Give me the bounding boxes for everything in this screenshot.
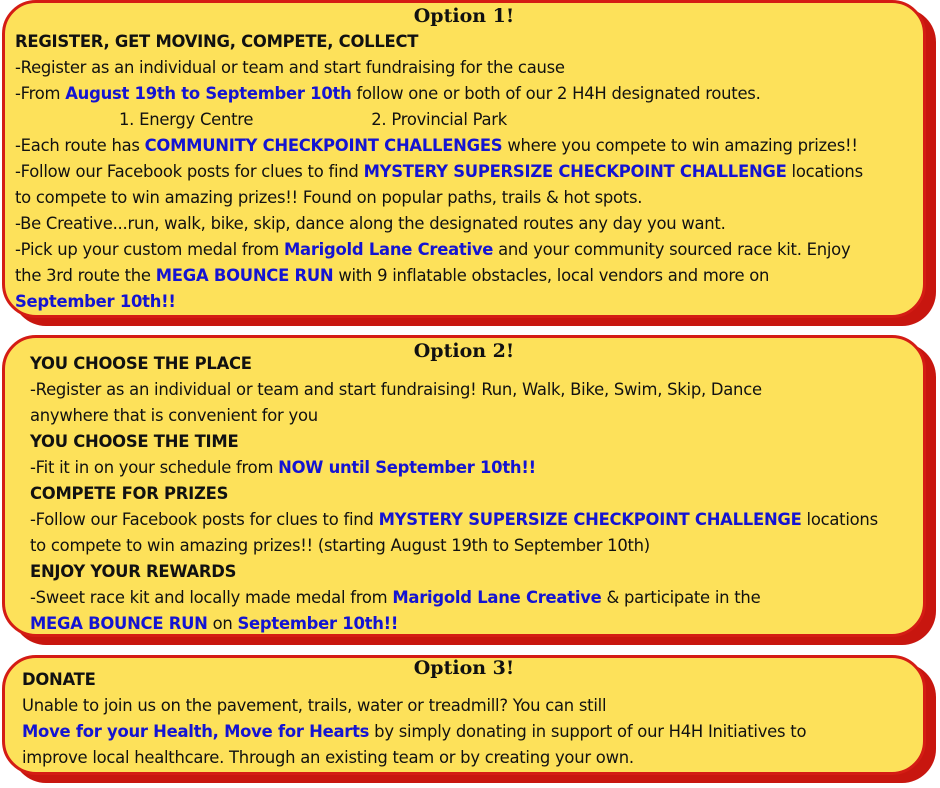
option-2-line: -Fit it in on your schedule from NOW until September 10th!! [30,458,536,477]
option-2-heading: COMPETE FOR PRIZES [30,484,229,503]
option-1-line: -From August 19th to September 10th follow one or both of our 2 H4H designated routes. [15,84,761,103]
option-1-line: -Pick up your custom medal from Marigold Lane Creative and your community sourced race kit. Enjoy [15,240,851,259]
option-1-line: -Follow our Facebook posts for clues to find MYSTERY SUPERSIZE CHECKPOINT CHALLENGE locations [15,162,863,181]
option-2-heading: YOU CHOOSE THE PLACE [30,354,252,373]
option-3-card [2,655,926,775]
option-1-date: September 10th!! [15,292,176,311]
option-2-line: -Register as an individual or team and start fundraising! Run, Walk, Bike, Swim, Skip, Dance [30,380,762,399]
option-2-card [2,335,926,637]
option-3-line: Unable to join us on the pavement, trails, water or treadmill? You can still [22,696,607,715]
option-3-heading: DONATE [22,670,96,689]
option-1-line: -Register as an individual or team and start fundraising for the cause [15,58,565,77]
option-3-title: Option 3! [413,657,515,679]
option-1-card [2,0,926,318]
option-1-line: to compete to win amazing prizes!! Found on popular paths, trails & hot spots. [15,188,643,207]
option-2-line: anywhere that is convenient for you [30,406,318,425]
option-1-line: the 3rd route the MEGA BOUNCE RUN with 9 inflatable obstacles, local vendors and more on [15,266,770,285]
option-2-title: Option 2! [413,340,515,362]
option-1-routes [15,107,863,133]
option-2-line: MEGA BOUNCE RUN on September 10th!! [30,614,399,633]
option-1-line: -Be Creative...run, walk, bike, skip, dance along the designated routes any day you want. [15,214,726,233]
option-3-line: improve local healthcare. Through an existing team or by creating your own. [22,748,634,767]
route-2: 2. Provincial Park [371,110,508,129]
option-2-line: to compete to win amazing prizes!! (starting August 19th to September 10th) [30,536,650,555]
option-1-line: -Each route has COMMUNITY CHECKPOINT CHALLENGES where you compete to win amazing prizes!! [15,136,858,155]
option-2-heading: YOU CHOOSE THE TIME [30,432,239,451]
option-2-line: -Follow our Facebook posts for clues to find MYSTERY SUPERSIZE CHECKPOINT CHALLENGE locations [30,510,878,529]
option-2-line: -Sweet race kit and locally made medal from Marigold Lane Creative & participate in the [30,588,761,607]
option-1-heading: REGISTER, GET MOVING, COMPETE, COLLECT [15,32,419,51]
option-2-heading: ENJOY YOUR REWARDS [30,562,237,581]
option-1-title: Option 1! [413,5,515,27]
option-3-line: Move for your Health, Move for Hearts by simply donating in support of our H4H Initiatives to [22,722,807,741]
route-1: 1. Energy Centre [119,110,254,129]
